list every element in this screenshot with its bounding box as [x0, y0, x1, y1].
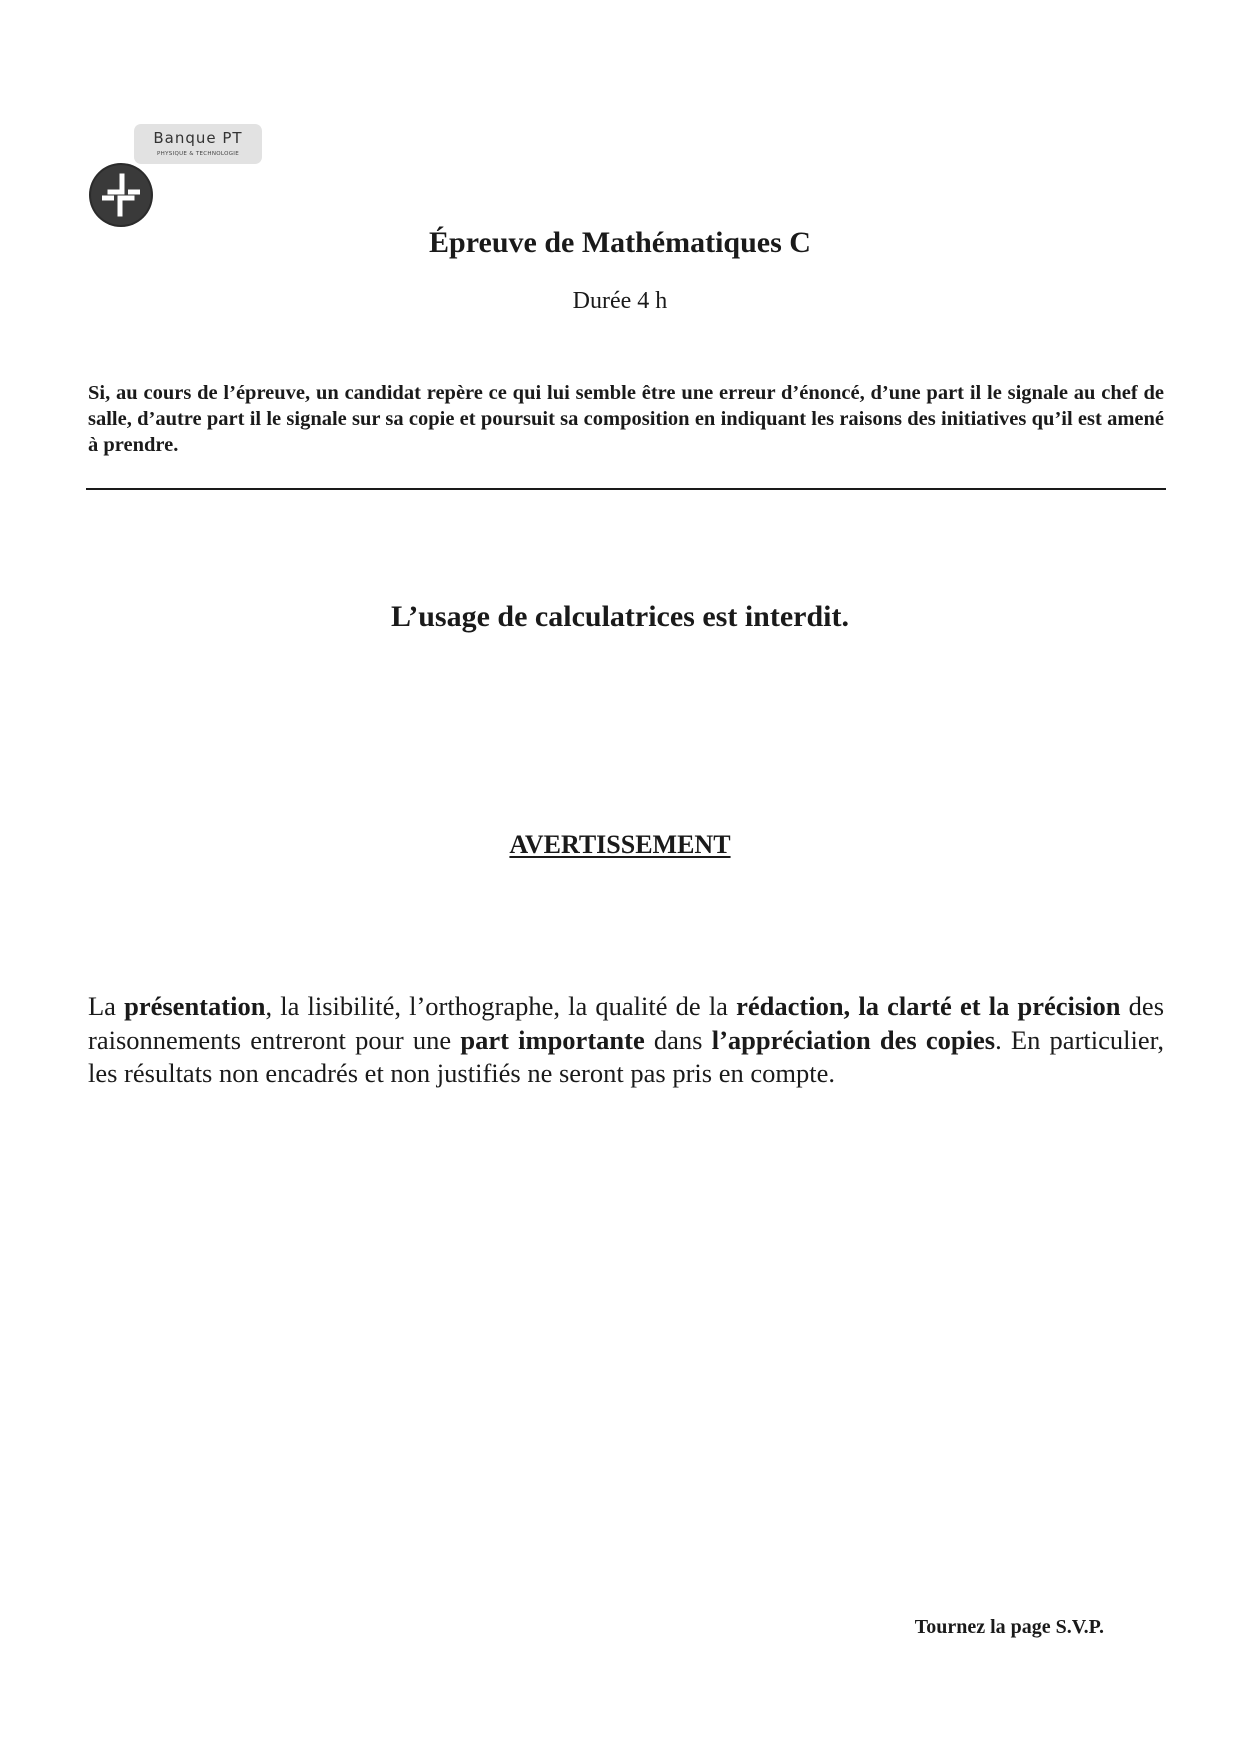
logo-banner — [134, 124, 262, 164]
warning-segment-bold: l’appréciation des copies — [711, 1024, 996, 1055]
turn-page-footer: Tournez la page S.V.P. — [914, 1616, 1104, 1638]
warning-segment-bold: rédaction, la clarté et la précision — [736, 991, 1121, 1021]
calculator-rule: L’usage de calculatrices est interdit. — [391, 600, 849, 633]
warning-segment-bold: présentation — [124, 991, 266, 1021]
warning-segment-bold: part importante — [460, 1024, 645, 1055]
warning-segment: des raisonnements entreront pour une — [88, 991, 1165, 1055]
warning-segment: dans — [644, 1024, 712, 1055]
exam-title: Épreuve de Mathématiques C — [429, 226, 811, 259]
logo-name: Banque PT — [153, 129, 243, 147]
banque-pt-logo — [88, 124, 268, 228]
warning-title: AVERTISSEMENT — [509, 830, 731, 859]
logo-tagline: PHYSIQUE & TECHNOLOGIE — [157, 151, 239, 157]
exam-duration: Durée 4 h — [572, 288, 668, 314]
horizontal-divider — [86, 488, 1166, 490]
logo-mark-icon — [88, 162, 154, 228]
warning-segment: , la lisibilité, l’orthographe, la qualité de la — [265, 991, 737, 1021]
warning-segment: La — [88, 991, 125, 1021]
error-notice-paragraph: Si, au cours de l’épreuve, un candidat repère ce qui lui semble être une erreur d’énoncé, d’une part il le signale au chef de salle, d’autre part il le signale sur sa copie et poursuit sa composition en indiquant les raisons des initiatives qu’il est amené à prendre. — [88, 382, 1164, 456]
warning-paragraph — [88, 990, 1164, 1091]
warning-segment: . En particulier, les résultats non encadrés et non justifiés ne seront pas pris en compte. — [88, 1024, 1165, 1088]
